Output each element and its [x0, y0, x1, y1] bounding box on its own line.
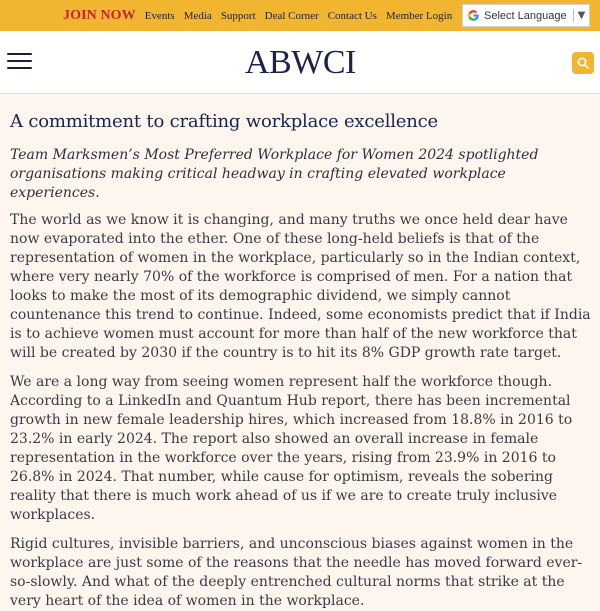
- search-button[interactable]: [572, 52, 594, 74]
- top-nav: [0, 0, 461, 31]
- nav-link-deal-corner[interactable]: Deal Corner: [264, 9, 319, 22]
- nav-link-contact-us[interactable]: Contact Us: [327, 9, 377, 22]
- language-select[interactable]: [462, 4, 590, 27]
- article-title: A commitment to crafting workplace excellence: [10, 111, 438, 132]
- site-header: [0, 31, 600, 94]
- nav-link-member-login[interactable]: Member Login: [385, 9, 453, 22]
- nav-link-events[interactable]: Events: [144, 9, 175, 22]
- site-logo[interactable]: [245, 43, 365, 83]
- logo-text: ABWCI: [245, 44, 356, 81]
- chevron-down-icon: ▼: [577, 10, 586, 21]
- top-bar: [0, 0, 600, 31]
- article-paragraph: Rigid cultures, invisible barriers, and unconscious biases against women in the workplace are just some of the reasons that the needle has moved forward ever-so-slowly. And what of the deeply entrenched cultural norms that strike at the very heart of the idea of women in the workplace.: [10, 536, 583, 609]
- article: [10, 110, 590, 611]
- hamburger-menu-icon[interactable]: [7, 53, 32, 70]
- join-now-link[interactable]: JOIN NOW: [63, 7, 136, 23]
- google-g-icon: [467, 9, 480, 22]
- article-paragraph: We are a long way from seeing women represent half the workforce though. According to a LinkedIn and Quantum Hub report, there has been incremental growth in new female leadership hires, which increased from 18.8% in 2016 to 23.2% in early 2024. The report also showed an overall increase in female representation in the workforce over the years, rising from 23.9% in 2016 to 26.8% in 2024. That number, while cause for optimism, reveals the sobering reality that there is much work ahead of us if we are to create truly inclusive workplaces.: [10, 374, 573, 523]
- nav-link-support[interactable]: Support: [220, 9, 256, 22]
- language-select-label: Select Language: [484, 9, 567, 22]
- search-icon: [577, 57, 589, 69]
- nav-link-media[interactable]: Media: [183, 9, 212, 22]
- article-paragraph: The world as we know it is changing, and many truths we once held dear have now evaporated into the ether. One of these long-held beliefs is that of the representation of women in the workplace, particularly so in the Indian context, where very nearly 70% of the workforce is comprised of men. For a nation that looks to make the most of its demographic dividend, we simply cannot countenance this trend to continue. Indeed, some economists predict that if India is to achieve women must account for more than half of the new workforce that will be created by 2030 if the country is to hit its 8% GDP growth rate target.: [10, 212, 591, 361]
- article-subtitle: Team Marksmen’s Most Preferred Workplace for Women 2024 spotlighted organisations making critical headway in crafting elevated workplace experiences.: [10, 147, 539, 201]
- language-divider: [573, 9, 574, 22]
